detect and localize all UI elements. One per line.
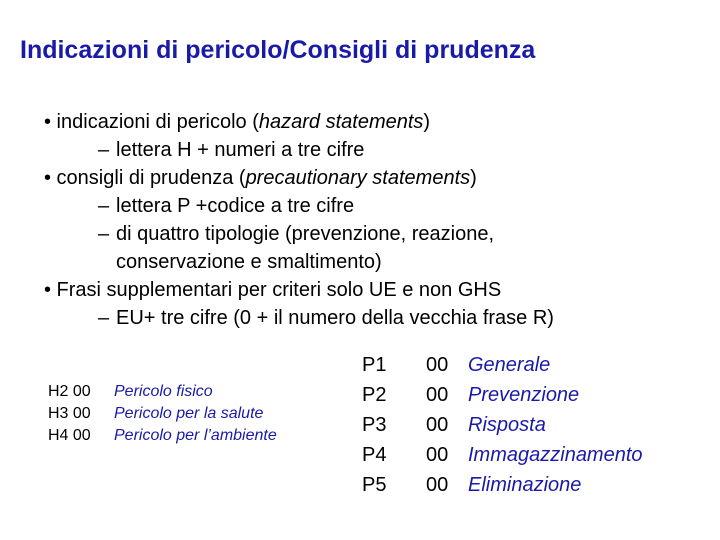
dash: –	[98, 195, 110, 217]
p-code-num: 00	[426, 414, 449, 436]
sub-bullet-h-letter	[44, 136, 704, 164]
p-code-num: 00	[426, 384, 449, 406]
p-code: P4	[362, 444, 387, 466]
h-code-desc: Pericolo fisico	[114, 383, 213, 400]
bullet-text: • indicazioni di pericolo (	[44, 111, 259, 133]
p-code: P3	[362, 414, 387, 436]
sub-bullet-text: lettera H + numeri a tre cifre	[116, 139, 365, 161]
dash: –	[98, 307, 110, 329]
h-code-row	[48, 425, 277, 447]
p-code-row	[362, 410, 643, 440]
p-code-row	[362, 380, 643, 410]
p-codes-list	[362, 350, 643, 500]
bullet-text: )	[423, 111, 431, 133]
sub-bullet-p-letter	[44, 192, 704, 220]
bullet-precautionary-statements	[44, 164, 704, 192]
bullet-supplementary: • Frasi supplementari per criteri solo UE e non GHS	[44, 279, 502, 301]
bullet-italic: precautionary statements	[245, 167, 471, 189]
p-code-desc: Risposta	[468, 414, 546, 436]
sub-bullet-text: di quattro tipologie (prevenzione, reazione,	[116, 223, 495, 245]
h-code: H3 00	[48, 405, 91, 422]
p-code-num: 00	[426, 474, 449, 496]
p-code: P2	[362, 384, 387, 406]
sub-bullet-typologies	[44, 220, 704, 248]
h-code-row	[48, 381, 277, 403]
p-code-row	[362, 470, 643, 500]
h-code: H2 00	[48, 383, 91, 400]
slide-title: Indicazioni di pericolo/Consigli di prudenza	[20, 36, 536, 64]
bullet-italic: hazard statements	[258, 111, 424, 133]
dash: –	[98, 223, 110, 245]
bullet-text: )	[470, 167, 477, 189]
p-code-num: 00	[426, 354, 449, 376]
p-code: P1	[362, 354, 387, 376]
dash: –	[98, 139, 110, 161]
h-code: H4 00	[48, 427, 91, 444]
sub-bullet-text: lettera P +codice a tre cifre	[116, 195, 355, 217]
p-code-desc: Immagazzinamento	[468, 444, 643, 466]
p-code: P5	[362, 474, 387, 496]
bullet-hazard-statements	[44, 108, 704, 136]
p-code-desc: Prevenzione	[468, 384, 580, 406]
p-code-num: 00	[426, 444, 449, 466]
p-code-row	[362, 350, 643, 380]
p-code-desc: Eliminazione	[468, 474, 582, 496]
sub-bullet-text: EU+ tre cifre (0 + il numero della vecchia frase R)	[116, 307, 554, 329]
sub-bullet-typologies-cont: conservazione e smaltimento)	[116, 251, 382, 273]
bullet-list	[44, 108, 704, 332]
h-code-desc: Pericolo per la salute	[114, 405, 264, 422]
h-code-row	[48, 403, 277, 425]
sub-bullet-eu	[44, 304, 704, 332]
h-code-desc: Pericolo per l’ambiente	[114, 427, 277, 444]
bullet-text: • consigli di prudenza (	[44, 167, 246, 189]
p-code-row	[362, 440, 643, 470]
h-codes-list	[48, 381, 277, 447]
p-code-desc: Generale	[468, 354, 551, 376]
